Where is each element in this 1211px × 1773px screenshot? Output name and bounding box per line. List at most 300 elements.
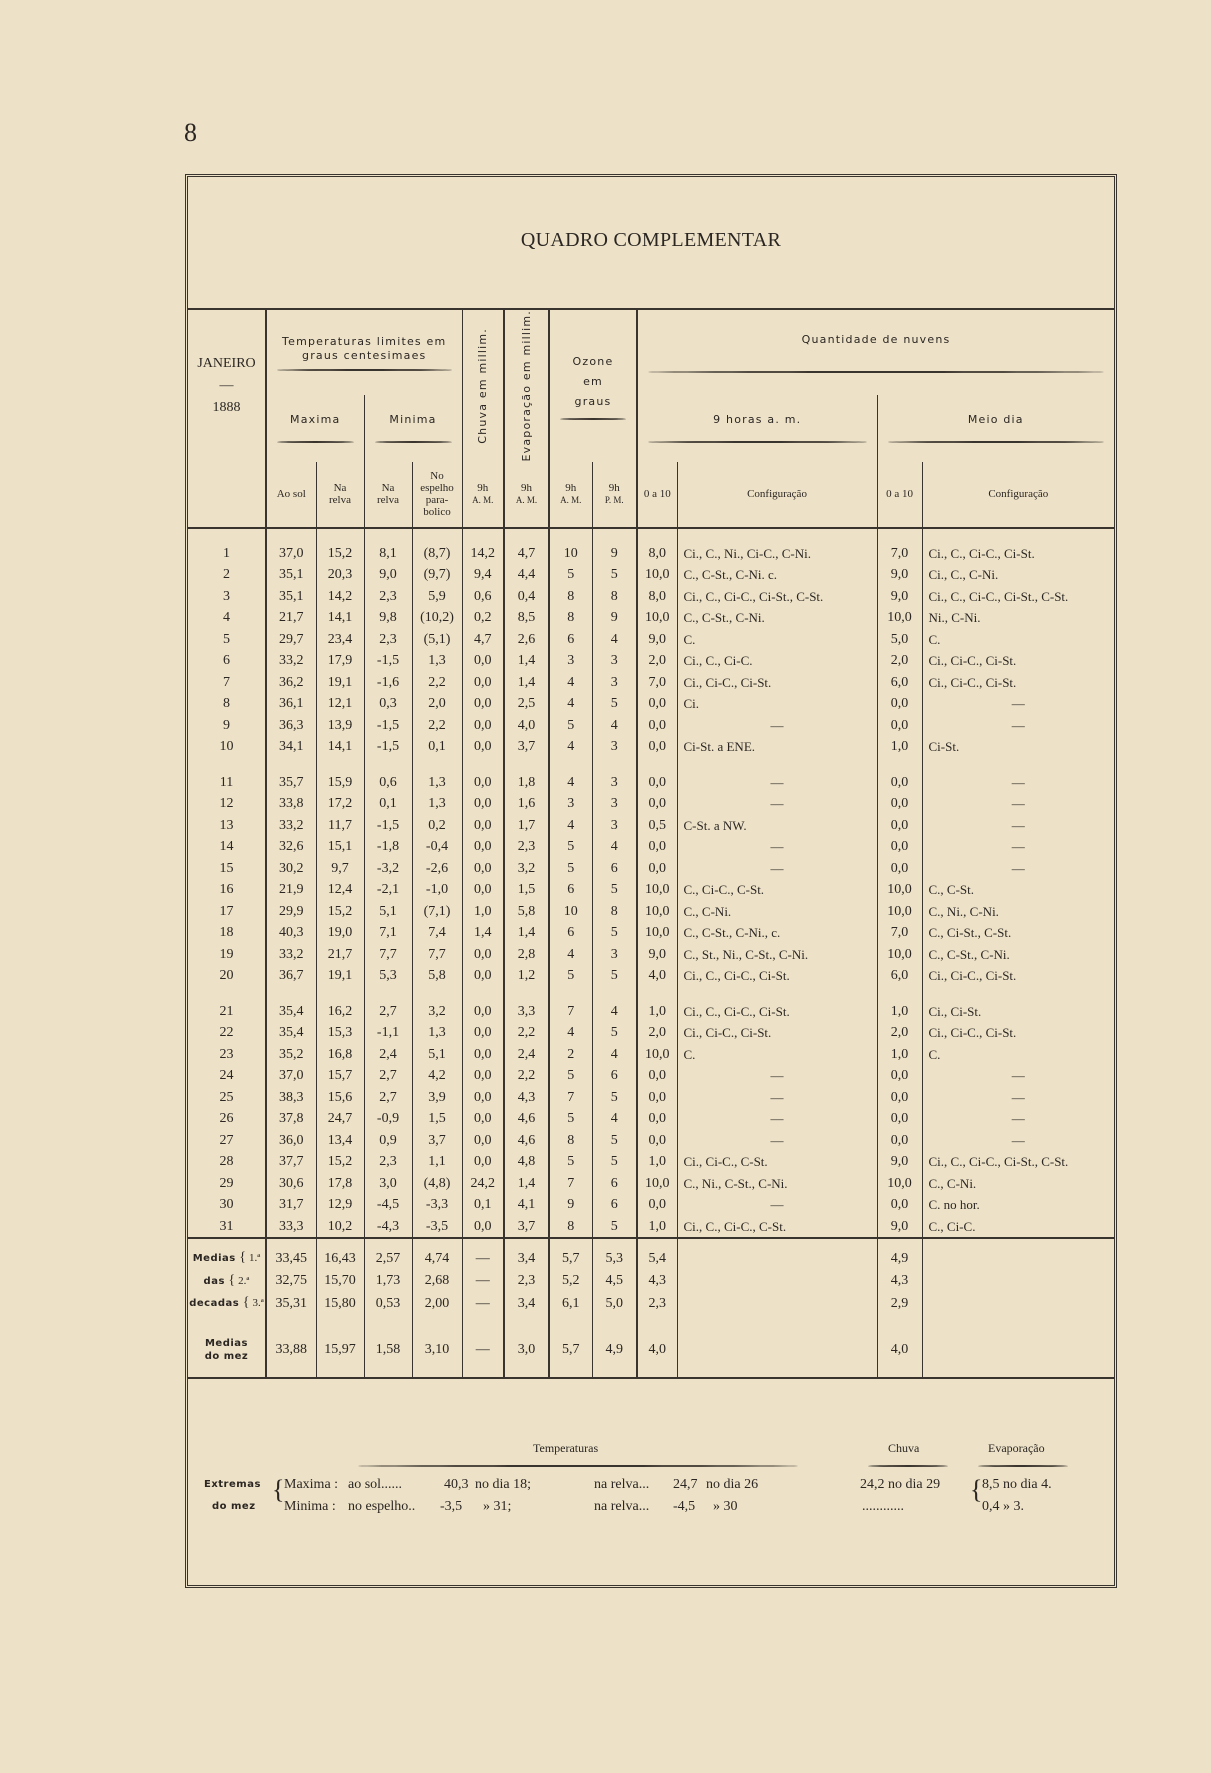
spacer-cell: [316, 987, 364, 1001]
value-cell: 37,0: [266, 543, 316, 565]
value-cell: 33,2: [266, 944, 316, 966]
maxima-label: Maxima: [290, 413, 341, 427]
value-cell: 33,88: [266, 1337, 316, 1363]
min-val-2: -4,5: [673, 1499, 696, 1514]
spacer-cell: [188, 528, 266, 543]
value-cell: 5: [592, 1087, 637, 1109]
value-cell: 4: [592, 1044, 637, 1066]
value-cell: C.: [922, 1044, 1114, 1066]
value-cell: 1,8: [504, 772, 549, 794]
day-cell: 30: [219, 1197, 234, 1213]
evaporacao-header: [504, 309, 549, 462]
nuvens-md-header: [877, 395, 1114, 462]
table-row: [188, 922, 1114, 944]
spacer-cell: [504, 528, 549, 543]
decade-row: [188, 1292, 1114, 1315]
value-cell: 33,3: [266, 1216, 316, 1239]
value-cell: Ci., Ci-C., Ci-St.: [922, 965, 1114, 987]
value-cell: 9: [592, 607, 637, 629]
value-cell: 4,0: [637, 1337, 677, 1363]
max-where-1: ao sol......: [348, 1477, 403, 1492]
value-cell: 7: [549, 1087, 592, 1109]
value-cell: —: [677, 1065, 877, 1087]
value-cell: -4,3: [364, 1216, 412, 1239]
value-cell: 1,6: [504, 793, 549, 815]
day-cell: 16: [219, 882, 234, 898]
value-cell: 4: [592, 629, 637, 651]
evap-ampm: A. M.: [515, 495, 538, 506]
value-cell: 35,4: [266, 1022, 316, 1044]
value-cell: 0,0: [877, 693, 922, 715]
value-cell: 9,0: [877, 564, 922, 586]
chuva-header: [462, 309, 504, 462]
spacer-cell: [877, 987, 922, 1001]
value-cell: 0,0: [637, 1130, 677, 1152]
value-cell: -3,5: [412, 1216, 462, 1239]
evap-time-header: [504, 462, 549, 528]
value-cell: 2,5: [504, 693, 549, 715]
value-cell: 36,0: [266, 1130, 316, 1152]
table-row: [188, 1087, 1114, 1109]
value-cell: 30,2: [266, 858, 316, 880]
spacer-cell: [364, 987, 412, 1001]
value-cell: 5: [549, 1108, 592, 1130]
spacer-cell: [637, 758, 677, 772]
day-cell: 26: [219, 1111, 234, 1127]
value-cell: 0,0: [877, 715, 922, 737]
value-cell: 15,2: [316, 543, 364, 565]
ozone-pm-header: [592, 462, 637, 528]
spacer-cell: [266, 528, 316, 543]
value-cell: 2,7: [364, 1001, 412, 1023]
value-cell: 7,7: [412, 944, 462, 966]
value-cell: 5: [592, 879, 637, 901]
value-cell: —: [677, 1130, 877, 1152]
value-cell: 1,3: [412, 1022, 462, 1044]
value-cell: 8,0: [637, 543, 677, 565]
value-cell: -0,4: [412, 836, 462, 858]
value-cell: 15,7: [316, 1065, 364, 1087]
value-cell: —: [922, 836, 1114, 858]
value-cell: 0,0: [637, 736, 677, 758]
value-cell: 0,0: [462, 1001, 504, 1023]
value-cell: 7: [549, 1001, 592, 1023]
value-cell: —: [922, 793, 1114, 815]
value-cell: 1,3: [412, 772, 462, 794]
value-cell: 35,4: [266, 1001, 316, 1023]
value-cell: 1,73: [364, 1270, 412, 1293]
value-cell: 1,0: [462, 901, 504, 923]
value-cell: 8,0: [637, 586, 677, 608]
value-cell: 3: [549, 793, 592, 815]
value-cell: 3: [592, 772, 637, 794]
spacer-cell: [188, 987, 266, 1001]
value-cell: 9: [592, 543, 637, 565]
value-cell: 6: [549, 629, 592, 651]
temp-group-rule: [277, 369, 452, 371]
na-relva-max-header: Na relva: [316, 462, 364, 528]
spacer-cell: [592, 1363, 637, 1378]
value-cell: 1,7: [504, 815, 549, 837]
value-cell: 2,00: [412, 1292, 462, 1315]
value-cell: 14,1: [316, 607, 364, 629]
spacer-cell: [922, 758, 1114, 772]
value-cell: 32,6: [266, 836, 316, 858]
value-cell: 36,2: [266, 672, 316, 694]
decade-ordinal: 1.ª: [248, 1252, 261, 1265]
min-day-1: » 31;: [483, 1499, 512, 1514]
value-cell: —: [922, 1087, 1114, 1109]
value-cell: 3,3: [504, 1001, 549, 1023]
day-cell: 1: [223, 545, 230, 561]
nuvens-am-rule: [648, 441, 867, 443]
espelho-header: No espelho para-bolico: [412, 462, 462, 528]
value-cell: 5: [549, 1065, 592, 1087]
spacer-cell: [188, 1315, 266, 1337]
spacer-row: [188, 528, 1114, 543]
value-cell: 35,31: [266, 1292, 316, 1315]
day-cell: 14: [219, 839, 234, 855]
table-row: [188, 1065, 1114, 1087]
value-cell: 33,8: [266, 793, 316, 815]
value-cell: 6,0: [877, 672, 922, 694]
value-cell: 5,1: [412, 1044, 462, 1066]
day-cell: 18: [219, 925, 234, 941]
ozone-pm-time: 9h: [608, 482, 620, 495]
value-cell: 5: [549, 564, 592, 586]
value-cell: 0,0: [462, 1087, 504, 1109]
value-cell: 6: [592, 1065, 637, 1087]
value-cell: 10,0: [877, 879, 922, 901]
value-cell: C., C-St., C-Ni. c.: [677, 564, 877, 586]
value-cell: 5: [549, 1151, 592, 1173]
value-cell: 36,1: [266, 693, 316, 715]
value-cell: 2,2: [412, 672, 462, 694]
value-cell: 5,0: [877, 629, 922, 651]
value-cell: —: [922, 858, 1114, 880]
value-cell: 34,1: [266, 736, 316, 758]
value-cell: C.: [922, 629, 1114, 651]
value-cell: 5,0: [592, 1292, 637, 1315]
value-cell: 10: [549, 901, 592, 923]
spacer-cell: [877, 1315, 922, 1337]
value-cell: (5,1): [412, 629, 462, 651]
value-cell: 15,70: [316, 1270, 364, 1293]
value-cell: C. no hor.: [922, 1194, 1114, 1216]
value-cell: 0,53: [364, 1292, 412, 1315]
value-cell: 3,7: [412, 1130, 462, 1152]
spacer-cell: [549, 758, 592, 772]
evap-min: 0,4 » 3.: [982, 1499, 1024, 1514]
ao-sol-header: Ao sol: [266, 462, 316, 528]
day-cell: 3: [223, 588, 230, 604]
value-cell: -1,5: [364, 736, 412, 758]
value-cell: Ci., C., Ci-C., Ci-St.: [922, 543, 1114, 565]
value-cell: 0,0: [877, 1108, 922, 1130]
value-cell: 4,4: [504, 564, 549, 586]
value-cell: 0,0: [877, 793, 922, 815]
value-cell: 1,0: [637, 1151, 677, 1173]
table-row: [188, 1216, 1114, 1239]
min-prefix: Minima :: [284, 1499, 336, 1514]
value-cell: 19,1: [316, 672, 364, 694]
value-cell: 4: [592, 1001, 637, 1023]
value-cell: 23,4: [316, 629, 364, 651]
value-cell: 2,0: [412, 693, 462, 715]
value-cell: 0,0: [462, 1022, 504, 1044]
max-val-1: 40,3: [444, 1477, 469, 1492]
value-cell: 14,2: [316, 586, 364, 608]
value-cell: -1,8: [364, 836, 412, 858]
value-cell: 3,0: [504, 1337, 549, 1363]
value-cell: 8: [549, 1130, 592, 1152]
value-cell: 38,3: [266, 1087, 316, 1109]
table-row: [188, 836, 1114, 858]
value-cell: 5: [549, 965, 592, 987]
value-cell: 9,0: [877, 586, 922, 608]
value-cell: —: [677, 1194, 877, 1216]
page-title: QUADRO COMPLEMENTAR: [520, 229, 782, 251]
spacer-cell: [592, 1238, 637, 1247]
spacer-cell: [504, 1315, 549, 1337]
value-cell: 2,3: [364, 586, 412, 608]
value-cell: 8: [592, 901, 637, 923]
spacer-cell: [677, 987, 877, 1001]
end-row: [188, 1363, 1114, 1378]
value-cell: 0,0: [462, 1044, 504, 1066]
value-cell: —: [462, 1292, 504, 1315]
value-cell: 4,9: [592, 1337, 637, 1363]
value-cell: 33,2: [266, 815, 316, 837]
value-cell: 2,9: [877, 1292, 922, 1315]
page-number: 8: [184, 118, 197, 147]
extremes-temp-header: Temperaturas: [533, 1441, 599, 1455]
month-means-label-2: do mez: [204, 1350, 249, 1362]
value-cell: 1,5: [504, 879, 549, 901]
ozone-header: [549, 309, 637, 462]
scale-am-header: 0 a 10: [637, 462, 677, 528]
table-row: [188, 693, 1114, 715]
value-cell: 6,1: [549, 1292, 592, 1315]
value-cell: 3,9: [412, 1087, 462, 1109]
value-cell: 7: [549, 1173, 592, 1195]
value-cell: 3,7: [504, 1216, 549, 1239]
value-cell: 0,0: [462, 965, 504, 987]
value-cell: 21,9: [266, 879, 316, 901]
spacer-cell: [922, 1363, 1114, 1378]
month-means-label-cell: [188, 1337, 266, 1363]
nuvens-header: [637, 309, 1114, 395]
config-md-header: Configuração: [922, 462, 1114, 528]
value-cell: 2,4: [364, 1044, 412, 1066]
value-cell: C., C-St., C-Ni.: [922, 944, 1114, 966]
value-cell: 40,3: [266, 922, 316, 944]
chuva-min: ............: [862, 1499, 904, 1514]
value-cell: 0,1: [412, 736, 462, 758]
value-cell: 29,9: [266, 901, 316, 923]
spacer-cell: [677, 1238, 877, 1247]
value-cell: 0,6: [364, 772, 412, 794]
value-cell: 24,2: [462, 1173, 504, 1195]
value-cell: 15,97: [316, 1337, 364, 1363]
value-cell: Ci., Ci-C., C-St.: [677, 1151, 877, 1173]
value-cell: 3,10: [412, 1337, 462, 1363]
value-cell: 0,0: [462, 672, 504, 694]
table-row: [188, 543, 1114, 565]
table-row: [188, 1022, 1114, 1044]
value-cell: 1,4: [462, 922, 504, 944]
nuvens-md-rule: [888, 441, 1105, 443]
value-cell: 4: [549, 815, 592, 837]
value-cell: 15,9: [316, 772, 364, 794]
max-day-2: no dia 26: [706, 1477, 759, 1492]
spacer-cell: [316, 758, 364, 772]
value-cell: 2,0: [637, 650, 677, 672]
value-cell: 4: [592, 715, 637, 737]
value-cell: 12,1: [316, 693, 364, 715]
value-cell: 19,0: [316, 922, 364, 944]
value-cell: 3,2: [504, 858, 549, 880]
value-cell: 0,9: [364, 1130, 412, 1152]
spacer-cell: [412, 1238, 462, 1247]
value-cell: 1,4: [504, 672, 549, 694]
value-cell: —: [677, 836, 877, 858]
value-cell: Ci., C., Ci-C.: [677, 650, 877, 672]
value-cell: 5: [592, 922, 637, 944]
chuva-ampm: A. M.: [472, 495, 494, 506]
value-cell: 9,0: [637, 944, 677, 966]
value-cell: -1,0: [412, 879, 462, 901]
value-cell: 29,7: [266, 629, 316, 651]
value-cell: 0,0: [637, 858, 677, 880]
value-cell: -3,3: [412, 1194, 462, 1216]
value-cell: 0,0: [877, 1130, 922, 1152]
value-cell: -1,6: [364, 672, 412, 694]
spacer-cell: [677, 528, 877, 543]
table-row: [188, 586, 1114, 608]
value-cell: (7,1): [412, 901, 462, 923]
scale-md-header: 0 a 10: [877, 462, 922, 528]
value-cell: 8: [549, 1216, 592, 1239]
spacer-cell: [637, 1315, 677, 1337]
value-cell: 13,4: [316, 1130, 364, 1152]
table-row: [188, 629, 1114, 651]
value-cell: 1,1: [412, 1151, 462, 1173]
day-cell: 19: [219, 946, 234, 962]
value-cell: 0,0: [462, 772, 504, 794]
value-cell: —: [677, 1108, 877, 1130]
value-cell: 5: [592, 1151, 637, 1173]
spacer-cell: [266, 987, 316, 1001]
table-row: [188, 793, 1114, 815]
spacer-row: [188, 758, 1114, 772]
value-cell: 2,2: [504, 1022, 549, 1044]
value-cell: 1,0: [877, 1001, 922, 1023]
nuvens-md-label: Meio dia: [967, 413, 1024, 427]
nuvens-am-header: [637, 395, 877, 462]
table-frame: [185, 174, 1117, 1588]
value-cell: -1,5: [364, 715, 412, 737]
value-cell: 13,9: [316, 715, 364, 737]
config-am-header: Configuração: [677, 462, 877, 528]
day-cell: 15: [219, 860, 234, 876]
value-cell: 6: [592, 1194, 637, 1216]
value-cell: 0,0: [462, 1108, 504, 1130]
value-cell: 6: [549, 922, 592, 944]
day-cell: 21: [219, 1003, 234, 1019]
value-cell: 8,1: [364, 543, 412, 565]
min-val-1: -3,5: [440, 1499, 463, 1514]
ozone-am-ampm: A. M.: [560, 495, 582, 506]
value-cell: 2,0: [877, 650, 922, 672]
spacer-cell: [364, 1363, 412, 1378]
table-row: [188, 901, 1114, 923]
spacer-cell: [188, 758, 266, 772]
value-cell: 4,0: [504, 715, 549, 737]
value-cell: 2: [549, 1044, 592, 1066]
spacer-cell: [316, 528, 364, 543]
value-cell: 4,3: [877, 1270, 922, 1293]
value-cell: 20,3: [316, 564, 364, 586]
chuva-time-header: [462, 462, 504, 528]
value-cell: 7,0: [877, 922, 922, 944]
ozone-am-header: [549, 462, 592, 528]
value-cell: 4,6: [504, 1108, 549, 1130]
value-cell: 5,7: [549, 1247, 592, 1270]
spacer-cell: [922, 1238, 1114, 1247]
value-cell: 2,3: [364, 1151, 412, 1173]
value-cell: 5: [592, 1022, 637, 1044]
value-cell: 2,3: [637, 1292, 677, 1315]
extremes-temp-rule: [358, 1465, 798, 1467]
spacer-row: [188, 987, 1114, 1001]
value-cell: 0,0: [462, 1216, 504, 1239]
spacer-cell: [637, 1238, 677, 1247]
value-cell: 14,2: [462, 543, 504, 565]
value-cell: 5,1: [364, 901, 412, 923]
value-cell: 7,0: [637, 672, 677, 694]
value-cell: 4,74: [412, 1247, 462, 1270]
value-cell: Ci., C., Ci-C., C-St.: [677, 1216, 877, 1239]
value-cell: 0,0: [877, 1065, 922, 1087]
nuvens-label: Quantidade de nuvens: [801, 332, 951, 346]
extremes-section: [188, 1417, 1114, 1577]
value-cell: 37,7: [266, 1151, 316, 1173]
value-cell: 2,68: [412, 1270, 462, 1293]
value-cell: 3: [592, 944, 637, 966]
extremes-evap-header: Evaporação: [988, 1441, 1045, 1455]
value-cell: 0,0: [462, 815, 504, 837]
extremes-chuva-header: Chuva: [888, 1441, 920, 1455]
value-cell: Ci., C., C-Ni.: [922, 564, 1114, 586]
spacer-cell: [412, 758, 462, 772]
value-cell: Ci., Ci-St.: [922, 1001, 1114, 1023]
spacer-cell: [637, 1363, 677, 1378]
day-cell: 22: [219, 1025, 234, 1041]
value-cell: 0,1: [462, 1194, 504, 1216]
spacer-cell: [462, 987, 504, 1001]
value-cell: 5: [549, 715, 592, 737]
day-cell: 9: [223, 717, 230, 733]
value-cell: Ci., Ci-C., Ci-St.: [677, 1022, 877, 1044]
table-row: [188, 772, 1114, 794]
value-cell: 1,5: [412, 1108, 462, 1130]
day-cell: 28: [219, 1154, 234, 1170]
value-cell: 2,6: [504, 629, 549, 651]
value-cell: C-St. a NW.: [677, 815, 877, 837]
chuva-time: 9h: [477, 482, 489, 495]
spacer-cell: [462, 758, 504, 772]
